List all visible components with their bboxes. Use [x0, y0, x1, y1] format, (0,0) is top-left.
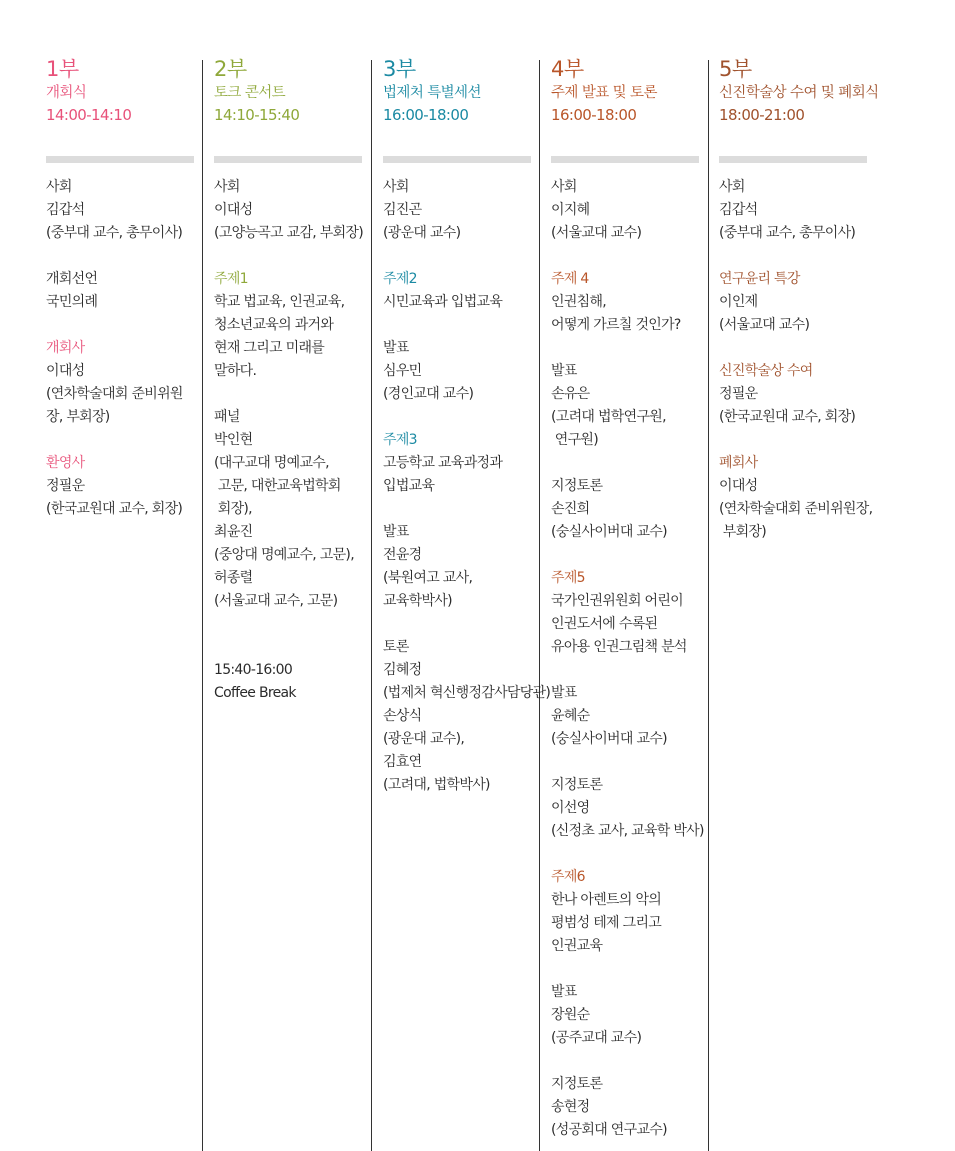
- column-header: [46, 56, 206, 126]
- item-line: (한국교원대 교수, 회장): [719, 409, 856, 425]
- item-line: 인권교육: [551, 938, 603, 954]
- session-title: 신진학술상 수여 및 폐회식: [719, 85, 879, 101]
- item-line: 발표: [551, 363, 577, 379]
- item-line: 사회: [46, 179, 72, 195]
- item-line: (연차학술대회 준비위원: [46, 386, 183, 402]
- program-item: [551, 981, 726, 1050]
- column-body: [551, 176, 726, 1142]
- program-item: [551, 268, 726, 337]
- session-title: 주제 발표 및 토론: [551, 85, 657, 101]
- column-header: [214, 56, 374, 126]
- item-line: (광운대 교수): [383, 225, 461, 241]
- item-line: 이대성: [214, 202, 253, 218]
- item-heading: 개회사: [46, 340, 85, 356]
- part-number: 1부: [46, 57, 79, 81]
- item-line: 김진곤: [383, 202, 422, 218]
- item-line: (서울교대 교수, 고문): [214, 593, 338, 609]
- item-line: 발표: [551, 685, 577, 701]
- program-item: [383, 521, 558, 613]
- item-line: 평범성 테제 그리고: [551, 915, 662, 931]
- item-line: 김갑석: [719, 202, 758, 218]
- item-line: 이인제: [719, 294, 758, 310]
- item-line: 손진희: [551, 501, 590, 517]
- session-title: 토크 콘서트: [214, 85, 286, 101]
- item-line: 손유은: [551, 386, 590, 402]
- item-line: 시민교육과 입법교육: [383, 294, 503, 310]
- program-item: [551, 866, 726, 958]
- item-line: 김효연: [383, 754, 422, 770]
- item-line: 발표: [383, 340, 409, 356]
- header-divider-bar: [214, 156, 362, 163]
- item-line: 국가인권위원회 어린이: [551, 593, 683, 609]
- item-line: 송현정: [551, 1099, 590, 1115]
- program-column-5: [719, 56, 879, 540]
- item-heading: 주제6: [551, 869, 585, 885]
- item-line: 유아용 인권그림책 분석: [551, 639, 687, 655]
- item-line: 최윤진: [214, 524, 253, 540]
- item-line: (광운대 교수),: [383, 731, 465, 747]
- program-item: [46, 268, 221, 314]
- item-line: 손상식: [383, 708, 422, 724]
- program-item: [383, 429, 558, 498]
- item-line: 정필운: [46, 478, 85, 494]
- item-line: 사회: [551, 179, 577, 195]
- program-item: [719, 452, 894, 544]
- item-line: 사회: [383, 179, 409, 195]
- item-line: (공주교대 교수): [551, 1030, 642, 1046]
- session-time: 16:00-18:00: [551, 106, 637, 124]
- item-line: (대구교대 명예교수,: [214, 455, 329, 471]
- item-heading: 주제1: [214, 271, 248, 287]
- item-line: (중앙대 명예교수, 고문),: [214, 547, 354, 563]
- item-line: (고려대, 법학박사): [383, 777, 490, 793]
- session-time: 14:00-14:10: [46, 106, 132, 124]
- item-line: (법제처 혁신행정감사담당관): [383, 685, 551, 701]
- item-line: 장원순: [551, 1007, 590, 1023]
- program-item: [383, 636, 558, 797]
- part-number: 2부: [214, 57, 247, 81]
- item-line: 입법교육: [383, 478, 435, 494]
- program-item: [46, 452, 221, 521]
- item-line: (고려대 법학연구원,: [551, 409, 666, 425]
- item-line: 학교 법교육, 인권교육,: [214, 294, 345, 310]
- part-number: 3부: [383, 57, 416, 81]
- header-divider-bar: [383, 156, 531, 163]
- item-line: 이지혜: [551, 202, 590, 218]
- program-item: [46, 337, 221, 429]
- item-line: 회장),: [214, 501, 252, 517]
- program-item: [551, 475, 726, 544]
- item-line: 허종렬: [214, 570, 253, 586]
- item-line: 이대성: [46, 363, 85, 379]
- header-divider-bar: [46, 156, 194, 163]
- item-heading: 신진학술상 수여: [719, 363, 813, 379]
- item-heading: 주제2: [383, 271, 417, 287]
- item-line: 인권도서에 수록된: [551, 616, 658, 632]
- item-line: 고등학교 교육과정과: [383, 455, 503, 471]
- item-line: [214, 636, 389, 659]
- item-line: 지정토론: [551, 777, 603, 793]
- item-line: 심우민: [383, 363, 422, 379]
- item-line: (서울교대 교수): [719, 317, 810, 333]
- item-line: Coffee Break: [214, 685, 296, 701]
- program-item: [551, 360, 726, 452]
- column-header: [719, 56, 879, 126]
- item-line: 윤혜순: [551, 708, 590, 724]
- session-title: 개회식: [46, 85, 87, 101]
- session-time: 16:00-18:00: [383, 106, 469, 124]
- program-item: [214, 268, 389, 383]
- item-line: 이대성: [719, 478, 758, 494]
- program-item: [551, 682, 726, 751]
- item-line: 토론: [383, 639, 409, 655]
- item-line: 말하다.: [214, 363, 257, 379]
- item-line: 연구원): [551, 432, 598, 448]
- item-heading: 폐회사: [719, 455, 758, 471]
- item-line: 청소년교육의 과거와: [214, 317, 334, 333]
- program-item: [719, 268, 894, 337]
- item-heading: 주제 4: [551, 271, 589, 287]
- part-number: 4부: [551, 57, 584, 81]
- session-time: 14:10-15:40: [214, 106, 300, 124]
- item-line: (서울교대 교수): [551, 225, 642, 241]
- item-line: (숭실사이버대 교수): [551, 524, 667, 540]
- item-line: 김혜정: [383, 662, 422, 678]
- item-line: 지정토론: [551, 478, 603, 494]
- program-item: [719, 360, 894, 429]
- program-item: [214, 176, 389, 245]
- program-item: [719, 176, 894, 245]
- item-line: 장, 부회장): [46, 409, 110, 425]
- item-line: 어떻게 가르칠 것인가?: [551, 317, 681, 333]
- item-line: 한나 아렌트의 악의: [551, 892, 662, 908]
- item-line: (북원여고 교사,: [383, 570, 473, 586]
- program-item: [551, 567, 726, 659]
- program-column-1: [46, 56, 206, 517]
- part-number: 5부: [719, 57, 752, 81]
- column-body: [383, 176, 558, 797]
- item-heading: 환영사: [46, 455, 85, 471]
- header-divider-bar: [719, 156, 867, 163]
- column-body: [214, 176, 389, 705]
- item-line: 패널: [214, 409, 240, 425]
- column-header: [383, 56, 543, 126]
- program-column-4: [551, 56, 711, 1138]
- column-body: [719, 176, 894, 544]
- item-line: 현재 그리고 미래를: [214, 340, 325, 356]
- item-heading: 주제3: [383, 432, 417, 448]
- item-line: 발표: [383, 524, 409, 540]
- item-heading: 연구윤리 특강: [719, 271, 800, 287]
- program-item: [383, 337, 558, 406]
- item-line: (고양능곡고 교감, 부회장): [214, 225, 364, 241]
- program-item: [214, 406, 389, 613]
- program-item: [551, 176, 726, 245]
- item-line: (연차학술대회 준비위원장,: [719, 501, 873, 517]
- item-line: (한국교원대 교수, 회장): [46, 501, 183, 517]
- item-line: 전윤경: [383, 547, 422, 563]
- item-line: 고문, 대한교육법학회: [214, 478, 341, 494]
- item-line: (중부대 교수, 총무이사): [719, 225, 856, 241]
- header-divider-bar: [551, 156, 699, 163]
- item-line: (성공회대 연구교수): [551, 1122, 667, 1138]
- item-line: (신정초 교사, 교육학 박사): [551, 823, 704, 839]
- program-item: [551, 1073, 726, 1142]
- session-time: 18:00-21:00: [719, 106, 805, 124]
- program-column-3: [383, 56, 551, 793]
- item-line: 사회: [214, 179, 240, 195]
- program-item: [551, 774, 726, 843]
- item-line: 사회: [719, 179, 745, 195]
- item-line: 개회선언: [46, 271, 98, 287]
- column-body: [46, 176, 221, 521]
- program-item: [383, 268, 558, 314]
- item-line: 인권침해,: [551, 294, 607, 310]
- item-heading: 주제5: [551, 570, 585, 586]
- item-line: 이선영: [551, 800, 590, 816]
- item-line: 부회장): [719, 524, 766, 540]
- item-line: 15:40-16:00: [214, 662, 293, 678]
- program-item: [46, 176, 221, 245]
- item-line: 김갑석: [46, 202, 85, 218]
- item-line: 교육학박사): [383, 593, 452, 609]
- program-item: [383, 176, 558, 245]
- item-line: (숭실사이버대 교수): [551, 731, 667, 747]
- program-column-2: [214, 56, 374, 701]
- item-line: 박인현: [214, 432, 253, 448]
- session-title: 법제처 특별세션: [383, 85, 481, 101]
- item-line: 발표: [551, 984, 577, 1000]
- item-line: 정필운: [719, 386, 758, 402]
- column-header: [551, 56, 711, 126]
- item-line: 국민의례: [46, 294, 98, 310]
- item-line: 지정토론: [551, 1076, 603, 1092]
- program-item: [214, 636, 389, 705]
- item-line: (경인교대 교수): [383, 386, 474, 402]
- item-line: (중부대 교수, 총무이사): [46, 225, 183, 241]
